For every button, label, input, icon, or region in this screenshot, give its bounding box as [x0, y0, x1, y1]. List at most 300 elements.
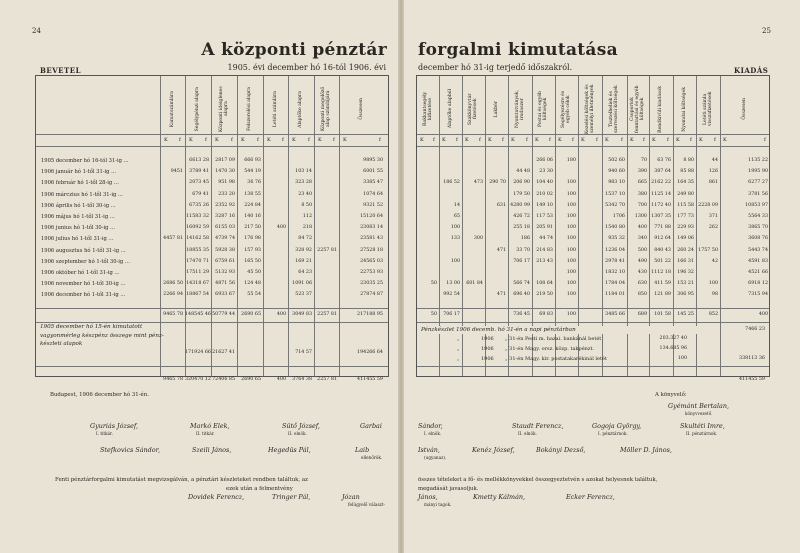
expense-cell: 4280 99: [510, 202, 530, 208]
income-cell: 218: [302, 225, 312, 231]
income-cell: 4871 56: [215, 281, 235, 287]
expense-cell: 1184 01: [605, 292, 625, 298]
expense-cell: 100: [450, 225, 460, 231]
remark-amount: 134.685 96: [659, 345, 687, 351]
income-cell: 5132 93: [215, 270, 235, 275]
income-cell: 84 72: [298, 236, 312, 242]
income-cell: 23581 43: [360, 236, 383, 242]
auditor-name: János,: [418, 493, 438, 501]
signer-role: II. titkár.: [196, 431, 215, 436]
income-cell: 5928 38: [215, 247, 235, 253]
expense-col-header: [532, 84, 555, 134]
remark-amount: 100: [677, 355, 687, 361]
expense-cell: 473: [473, 180, 483, 186]
opening-balance-line-1: 1905 december hó 15-én kimutatott vagyonmérleg készpénz összege mint pénz-: [40, 324, 164, 339]
income-col-header: [339, 84, 385, 134]
controller-name: Hegedüs Pál,: [268, 446, 311, 454]
expense-cell: 1540 80: [605, 225, 625, 231]
opening-cell: 194266 64: [357, 349, 383, 355]
income-cell: 1074 64: [363, 191, 383, 197]
header-divider: [417, 134, 769, 135]
opening-cell: 714 57: [295, 349, 312, 355]
income-cell: 23035 25: [360, 281, 383, 287]
income-cell: 6759 61: [215, 258, 235, 264]
income-grand-cell: 411455 59: [357, 376, 383, 382]
expense-cell: 70: [640, 158, 647, 163]
left-page-number: 24: [32, 27, 41, 35]
income-col-header: [211, 84, 237, 134]
kf-k: K: [699, 137, 703, 143]
signer-role: I. titkár.: [96, 431, 113, 436]
income-row-label: 1906 november hó 1-től 30-ig ...: [41, 281, 126, 288]
controller-name: Stefkovics Sándor,: [100, 446, 160, 454]
auditor-name: Józan: [342, 493, 360, 501]
expense-cell: 214 83: [536, 247, 553, 253]
expense-cell: 471: [496, 292, 506, 298]
expense-cell: 1307 35: [651, 214, 671, 219]
bookkeeper-title: A könyvelő:: [655, 392, 687, 398]
income-grand-cell: 72406 85: [212, 376, 235, 382]
income-col-header-text: Segélypénzi alapra: [195, 86, 201, 132]
income-row-label: 1906 márczius hó 1-től 31-ig ...: [41, 191, 123, 198]
remark-text: „ 31-én Magy. orsz. közp. takpénzt.: [505, 345, 595, 352]
income-cell: 323 28: [295, 180, 312, 186]
income-cell: 951 98: [218, 180, 235, 186]
expense-cell: 665: [637, 180, 647, 186]
expense-col-header: [485, 84, 508, 134]
kf-k: K: [723, 137, 727, 143]
expense-cell: 13 00: [446, 281, 460, 287]
income-cell: 6155 03: [215, 225, 235, 231]
cash-remark-1-value: 7466 23: [745, 326, 765, 332]
expense-cell: 153 21: [677, 281, 694, 287]
expense-cell: 6918 12: [748, 281, 768, 287]
income-cell: 679 41: [192, 191, 209, 197]
expense-cell: 126: [708, 169, 718, 175]
expense-total-cell: 400: [758, 311, 768, 317]
income-cell: 18867 54: [186, 292, 209, 298]
kf-k: K: [343, 137, 347, 143]
expense-cell: 631: [496, 202, 506, 208]
kf-f: f: [667, 137, 669, 143]
expense-cell: 196 32: [677, 270, 694, 275]
expense-col-header: [578, 84, 602, 134]
expense-cell: 117 53: [536, 214, 553, 219]
expense-cell: 290 70: [489, 180, 506, 186]
kf-f: f: [714, 137, 716, 143]
opening-cell: 171924 66: [185, 349, 211, 355]
signer-role: I. pénztárnok.: [598, 431, 628, 436]
subtitle-left: 1905. évi december hó 16-tól 1906. évi: [227, 63, 386, 72]
audit-text-right-2: megadását javasoljuk.: [418, 486, 479, 492]
expense-cell: 100: [450, 258, 460, 264]
remark-ditto: „: [457, 345, 460, 352]
expense-cell: 5342 70: [605, 202, 625, 208]
expense-total-cell: 689: [637, 311, 647, 317]
kf-k: K: [420, 137, 424, 143]
expense-cell: 50: [430, 281, 437, 287]
kf-k: K: [465, 137, 469, 143]
expense-cell: 186: [520, 236, 530, 242]
expense-cell: 98: [711, 292, 718, 298]
income-cell: 157 93: [244, 247, 261, 253]
income-cell: 18855 35: [186, 247, 209, 253]
expense-cell: 115 58: [677, 202, 694, 208]
expense-col-header: [508, 84, 532, 134]
grand-divider: [417, 366, 769, 367]
expense-total-cell: 145 25: [677, 311, 694, 317]
kf-k: K: [630, 137, 634, 143]
kf-k: K: [676, 137, 680, 143]
expense-cell: 630: [637, 281, 647, 287]
controller-name: Kenéz József,: [472, 446, 515, 454]
audit-text-left-1: Fenti pénztárforgalmi kimutatást megvizsgálván, a pénztári készleteket rendben találtuk, az: [55, 477, 308, 483]
expense-cell: 100: [566, 236, 576, 242]
income-row-label: 1906 február hó 1-től 28-ig ...: [41, 180, 119, 187]
kf-f: f: [179, 137, 181, 143]
expense-cell: 4521 66: [748, 270, 768, 275]
remark-text: „ 31-én Pesti m. hazai. bankánál betét: [505, 335, 602, 342]
expense-cell: 42: [711, 258, 718, 264]
signer-name: Markó Elek,: [190, 422, 230, 430]
expense-table: [416, 75, 770, 382]
income-cell: 15120 64: [360, 214, 383, 219]
expense-label: KIADÁS: [734, 66, 769, 75]
expense-cell: 177 73: [677, 214, 694, 219]
income-total-cell: 9465 78: [163, 311, 183, 317]
income-cell: 22753 93: [360, 270, 383, 275]
signer-name: Staudt Ferencz,: [512, 422, 564, 430]
bookkeeper-role: könyvvezető.: [685, 411, 713, 416]
expense-col-header: [673, 84, 696, 134]
signer-role: I. elnök.: [424, 431, 442, 436]
expense-cell: 400: [637, 225, 647, 231]
expense-cell: 411 59: [654, 281, 671, 287]
expense-cell: 940 60: [608, 169, 625, 175]
expense-cell: 44: [711, 158, 718, 163]
opening-balance-line-2: készleti alapok: [40, 341, 83, 348]
income-col-header-text: Letéti számlára: [272, 90, 278, 128]
expense-col-header-text: Letéti számla visszafizetések: [702, 91, 713, 127]
expense-cell: 100: [566, 247, 576, 253]
expense-cell: 390: [637, 169, 647, 175]
signer-role: II. elnök.: [518, 431, 537, 436]
expense-cell: 255 18: [513, 225, 530, 231]
remark-amount: 203.327 40: [659, 335, 687, 341]
auditor-name: Tringer Pál,: [272, 493, 311, 501]
expense-cell: 14: [453, 202, 460, 208]
expense-cell: 1236 04: [605, 247, 625, 253]
expense-cell: 935 32: [608, 236, 625, 242]
expense-col-header-text: Szakkönyvtár fizetések: [468, 93, 479, 125]
income-col-header-text: Összesen: [359, 98, 365, 120]
kf-f: f: [479, 137, 481, 143]
expense-cell: 1784 04: [605, 281, 625, 287]
kf-k: K: [241, 137, 245, 143]
kf-f: f: [572, 137, 574, 143]
kf-k: K: [215, 137, 219, 143]
kf-k: K: [652, 137, 656, 143]
expense-cell: 601 84: [466, 281, 483, 287]
controller-name: Szeili János,: [192, 446, 232, 454]
opening-balance-note: [40, 323, 170, 349]
expense-cell: 861: [708, 180, 718, 186]
income-cell: 4457 81: [163, 236, 183, 242]
expense-cell: 380: [637, 191, 647, 197]
income-cell: 45 50: [247, 270, 261, 275]
expense-total-cell: 50: [430, 311, 437, 317]
income-row-label: 1906 május hó 1-től 31-ig ...: [41, 214, 115, 220]
expense-total-cell: 706 17: [443, 311, 460, 317]
income-row-label: 1906 április hó 1-től 30-ig ...: [41, 202, 116, 209]
expense-cell: 210 02: [536, 191, 553, 197]
expense-cell: 100: [566, 214, 576, 219]
income-cell: 1470 30: [215, 169, 235, 175]
income-cell: 124 48: [244, 281, 261, 287]
expense-cell: 306 95: [677, 292, 694, 298]
expense-cell: 501 22: [654, 258, 671, 264]
expense-cell: 186 52: [443, 180, 460, 186]
income-row-label: 1906 október hó 1-től 31-ig ...: [41, 270, 120, 276]
expense-cell: 1832 10: [605, 270, 625, 275]
kf-k: K: [292, 137, 296, 143]
expense-cell: 7315 94: [748, 292, 768, 298]
income-cell: 2686 50: [163, 281, 183, 287]
expense-cell: 771 88: [654, 225, 671, 231]
kf-k: K: [558, 137, 562, 143]
income-cell: 55 54: [247, 292, 261, 298]
income-row-label: 1906 augusztus hó 1-től 31-ig ...: [41, 247, 126, 254]
cash-remark-1: Pénzkészlet 1906 decemb. hó 31-én a napi pénztárban: [421, 326, 711, 335]
kf-f: f: [433, 137, 435, 143]
kf-k: K: [605, 137, 609, 143]
expense-col-header: [649, 84, 673, 134]
expense-col-header-text: Kezelési költségek és személyi illetmények: [584, 84, 595, 134]
expense-cell: 180: [566, 158, 576, 163]
income-col-header: [160, 84, 185, 134]
income-cell: 165 50: [244, 258, 261, 264]
totals-divider-2: [417, 322, 769, 323]
kf-k: K: [488, 137, 492, 143]
expense-cell: 149 06: [677, 236, 694, 242]
income-cell: 2257 81: [317, 247, 337, 253]
expense-col-header: [602, 84, 627, 134]
income-cell: 6735 26: [189, 202, 209, 208]
expense-cell: 2162 22: [651, 180, 671, 186]
income-grand-cell: 2690 65: [241, 376, 261, 382]
expense-cell: 502 60: [608, 158, 625, 163]
kf-k: K: [511, 137, 515, 143]
expense-cell: 1300: [634, 214, 647, 219]
kf-f: f: [526, 137, 528, 143]
expense-col-header-text: Csoportok fenntartási és egyéb költségek: [630, 85, 646, 133]
income-cell: 64 23: [298, 270, 312, 275]
kf-k: K: [442, 137, 446, 143]
expense-col-header-text: Lakbér: [493, 100, 499, 118]
remark-ditto: „: [457, 335, 460, 342]
controller-name: Laib: [355, 446, 370, 454]
expense-total-cell: 3485 66: [605, 311, 625, 317]
expense-cell: 1706: [612, 214, 625, 219]
expense-cell: 6277 27: [748, 180, 768, 186]
expense-cell: 500: [637, 247, 647, 253]
kf-f: f: [257, 137, 259, 143]
income-total-cell: 3049 83: [292, 311, 312, 317]
expense-cell: 63 76: [657, 158, 671, 163]
income-row-label: 1906 junius hó 1-től 30-ig ...: [41, 225, 116, 232]
expense-cell: 1537 10: [605, 191, 625, 197]
expense-cell: 706 17: [513, 258, 530, 264]
auditor-name: Kmetty Kálmán,: [473, 493, 526, 501]
header-divider: [36, 134, 388, 135]
expense-cell: 260 24: [677, 247, 694, 253]
kf-f: f: [502, 137, 504, 143]
expense-cell: 100: [566, 225, 576, 231]
expense-cell: 179 50: [513, 191, 530, 197]
income-cell: 36 76: [247, 180, 261, 186]
expense-cell: 387 64: [654, 169, 671, 175]
expense-cell: 566 74: [513, 281, 530, 287]
expense-cell: 5564 33: [748, 214, 768, 219]
kf-f: f: [456, 137, 458, 143]
expense-cell: 44 48: [516, 169, 530, 175]
expense-cell: 426 72: [513, 214, 530, 219]
expense-cell: 3865 70: [748, 225, 768, 231]
audit-text-right-1: összes tételeket a fő- és mellékkönyvekkel összegyeztetvén s azokat helyesnek találtuk,: [418, 477, 658, 483]
income-col-header: [263, 84, 288, 134]
income-col-header: [314, 84, 339, 134]
expense-cell: 2978 41: [605, 258, 625, 264]
controller-name: István,: [418, 446, 440, 454]
income-cell: 24565 03: [360, 258, 383, 264]
income-cell: 138 55: [244, 191, 261, 197]
expense-cell: 850: [637, 292, 647, 298]
signer-name: Skultéti Imre,: [680, 422, 725, 430]
title-right: forgalmi kimutatása: [418, 40, 618, 60]
expense-cell: 100: [566, 258, 576, 264]
expense-cell: 85 88: [680, 169, 694, 175]
expense-col-header-text: Segélyezésre és egyéb célok: [561, 90, 572, 128]
income-total-cell: 2257 81: [317, 311, 337, 317]
kf-f: f: [282, 137, 284, 143]
remark-year: 1906: [481, 355, 494, 362]
expense-cell: 164 35: [677, 180, 694, 186]
income-cell: 328 92: [295, 247, 312, 253]
expense-cell: 840 43: [654, 247, 671, 253]
expense-total-cell: 100: [566, 311, 576, 317]
income-total-cell: 217188 95: [357, 311, 383, 317]
expense-cell: 33 70: [516, 247, 530, 253]
expense-cell: 5443 74: [748, 247, 768, 253]
income-row-label: 1906 december hó 1-től 31-ig ...: [41, 292, 126, 299]
expense-cell: 213 43: [536, 258, 553, 264]
income-cell: 6001 55: [363, 169, 383, 175]
income-col-header-text: Központi ideiglenes alapra: [218, 86, 229, 132]
expense-cell: 1757 50: [698, 247, 718, 253]
right-page-number: 25: [762, 27, 771, 35]
expense-col-header-text: Nyomtatványok, irodaszer: [514, 89, 525, 129]
income-cell: 2817 09: [215, 158, 235, 163]
income-cell: 6933 67: [215, 292, 235, 298]
expense-cell: 219 50: [536, 292, 553, 298]
expense-cell: 8 80: [683, 158, 694, 163]
expense-total-cell: 852: [708, 311, 718, 317]
expense-cell: 266 06: [536, 158, 553, 163]
expense-cell: 100: [566, 292, 576, 298]
income-col-header-text: Kamatszámlára: [169, 90, 175, 128]
remark-subtotal: 338113 36: [739, 355, 765, 361]
kf-f: f: [379, 137, 381, 143]
remark-text: „ 31-én Magy. kir. postatakarékinál letét: [505, 355, 607, 362]
signer-name: Gyuriás József,: [90, 422, 139, 430]
income-cell: 17470 71: [186, 258, 209, 264]
income-cell: 523 37: [295, 292, 312, 298]
income-cell: 9451: [170, 169, 183, 175]
kf-f: f: [764, 137, 766, 143]
income-row-label: 1906 julius hó 1-től 31-ig ...: [41, 236, 114, 243]
expense-col-header-text: Tisztelbeliek és szervezési költségek: [609, 85, 620, 133]
kf-f: f: [231, 137, 233, 143]
income-cell: 666 93: [244, 158, 261, 163]
expense-grand-total: 411455 59: [739, 376, 765, 382]
income-cell: 233 20: [218, 191, 235, 197]
kf-divider: [36, 146, 388, 147]
expense-col-header-text: Nyomdai költségek: [681, 86, 687, 132]
kf-f: f: [308, 137, 310, 143]
expense-cell: 1995 90: [748, 169, 768, 175]
expense-cell: 262: [708, 225, 718, 231]
expense-cell: 1112 18: [651, 270, 671, 275]
title-left: A központi pénztár: [201, 40, 387, 60]
expense-cell: 205 91: [536, 225, 553, 231]
income-cell: 17511 29: [186, 270, 209, 275]
grand-divider: [36, 366, 388, 367]
expense-cell: 371: [708, 214, 718, 219]
expense-cell: 430: [637, 270, 647, 275]
expense-col-header: [627, 84, 649, 134]
expense-cell: 65: [453, 214, 460, 219]
expense-col-header-text: Összesen: [742, 98, 748, 120]
income-cell: 14318 67: [186, 281, 209, 287]
kf-f: f: [690, 137, 692, 143]
expense-cell: 1172 40: [651, 202, 671, 208]
income-label: BEVETEL: [40, 66, 81, 75]
expense-cell: 300: [473, 236, 483, 242]
income-cell: 224 84: [244, 202, 261, 208]
expense-cell: 104 40: [536, 180, 553, 186]
expense-cell: 100: [708, 281, 718, 287]
income-grand-cell: 2257 81: [317, 376, 337, 382]
expense-col-header-text: Rendkívüli kiadások: [658, 85, 664, 133]
remark-year: 1906: [481, 335, 494, 342]
kf-k: K: [267, 137, 271, 143]
income-cell: 9321 52: [363, 202, 383, 208]
kf-divider: [417, 146, 769, 147]
expense-cell: 2228 09: [698, 202, 718, 208]
kf-k: K: [318, 137, 322, 143]
income-cell: 23083 14: [360, 225, 383, 231]
income-col-header-text: Alaptőke alapra: [298, 90, 304, 128]
audit-text-left-2: ezek után a felmentvény: [226, 486, 293, 492]
income-row-label: 1905 december hó 16-tól 31-ig ...: [41, 158, 129, 164]
income-col-header-text: Központi megelőző alap számlájára: [321, 86, 332, 132]
expense-cell: 100: [566, 180, 576, 186]
income-cell: 169 21: [295, 258, 312, 264]
income-cell: 140 16: [244, 214, 261, 219]
expense-col-header-text: Postai és egyéb költségek: [538, 91, 549, 127]
kf-k: K: [189, 137, 193, 143]
income-cell: 2266 94: [163, 292, 183, 298]
